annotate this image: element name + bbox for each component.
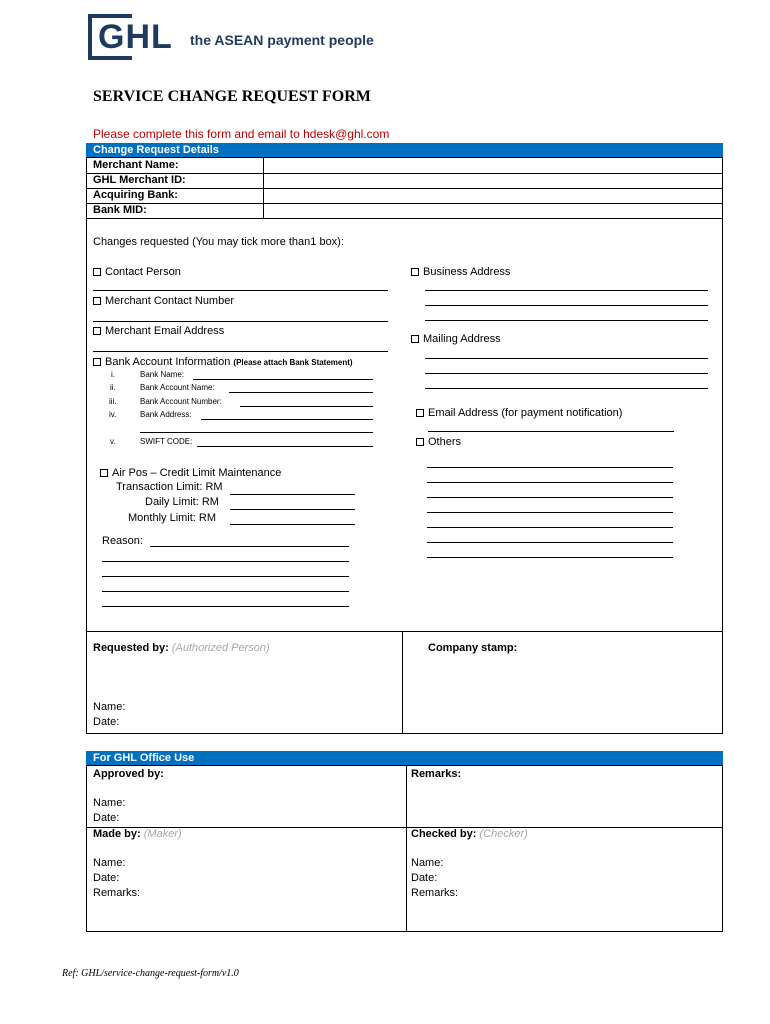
company-stamp-label: Company stamp: [428,642,518,654]
checkbox-icon[interactable] [93,327,101,335]
checkbox-icon[interactable] [100,469,108,477]
bank-account-number-label: Bank Account Number: [140,397,222,406]
swift-code-label: SWIFT CODE: [140,437,193,446]
checkbox-icon[interactable] [93,297,101,305]
merchant-id-label: GHL Merchant ID: [93,174,186,186]
requested-by-label: Requested by: (Authorized Person) [93,642,270,654]
merchant-contact-number-option[interactable]: Merchant Contact Number [93,295,234,307]
remarks-label: Remarks: [411,768,462,780]
made-by-label: Made by: (Maker) [93,828,182,840]
daily-limit-label: Daily Limit: RM [145,496,219,508]
merchant-name-field[interactable] [265,158,720,173]
contact-person-option[interactable]: Contact Person [93,266,181,278]
airpos-option[interactable]: Air Pos – Credit Limit Maintenance [100,467,281,479]
acquiring-bank-label: Acquiring Bank: [93,189,178,201]
details-table [86,157,723,219]
ghl-logo: GHL [98,18,173,56]
others-option[interactable]: Others [416,436,461,448]
checkbox-icon[interactable] [411,335,419,343]
requester-date-label: Date: [93,716,120,728]
approved-by-label: Approved by: [93,768,164,780]
checker-date-label: Date: [411,872,438,884]
maker-name-label: Name: [93,857,126,869]
checkbox-icon[interactable] [416,409,424,417]
checkbox-icon[interactable] [93,268,101,276]
merchant-name-label: Merchant Name: [93,159,179,171]
approver-name-label: Name: [93,797,126,809]
reason-label: Reason: [102,535,143,547]
office-table [86,765,723,932]
maker-date-label: Date: [93,872,120,884]
checker-name-label: Name: [411,857,444,869]
requester-name-label: Name: [93,701,126,713]
bank-name-label: Bank Name: [140,370,185,379]
approver-date-label: Date: [93,812,120,824]
checked-by-label: Checked by: (Checker) [411,828,528,840]
checkbox-icon[interactable] [93,358,101,366]
instruction-text: Please complete this form and email to hdesk@ghl.com [93,127,390,141]
form-title: SERVICE CHANGE REQUEST FORM [93,88,371,105]
bank-address-label: Bank Address: [140,410,192,419]
details-header: Change Request Details [86,143,723,157]
checker-remarks-label: Remarks: [411,887,459,899]
changes-section [86,218,723,632]
merchant-email-option[interactable]: Merchant Email Address [93,325,224,337]
transaction-limit-label: Transaction Limit: RM [116,481,223,493]
email-address-option[interactable]: Email Address (for payment notification) [416,407,622,419]
office-header: For GHL Office Use [86,751,723,765]
merchant-id-field[interactable] [265,173,720,188]
bank-mid-field[interactable] [265,203,720,218]
monthly-limit-label: Monthly Limit: RM [128,512,217,524]
checkbox-icon[interactable] [411,268,419,276]
acquiring-bank-field[interactable] [265,188,720,203]
footer-reference: Ref: GHL/service-change-request-form/v1.0 [62,968,239,979]
maker-remarks-label: Remarks: [93,887,141,899]
bank-account-name-label: Bank Account Name: [140,383,215,392]
logo-tagline: the ASEAN payment people [190,32,374,48]
bank-account-option[interactable]: Bank Account Information (Please attach Bank Statement) [93,356,353,368]
business-address-option[interactable]: Business Address [411,266,510,278]
changes-intro: Changes requested (You may tick more than1 box): [93,236,344,248]
checkbox-icon[interactable] [416,438,424,446]
mailing-address-option[interactable]: Mailing Address [411,333,501,345]
bank-mid-label: Bank MID: [93,204,147,216]
